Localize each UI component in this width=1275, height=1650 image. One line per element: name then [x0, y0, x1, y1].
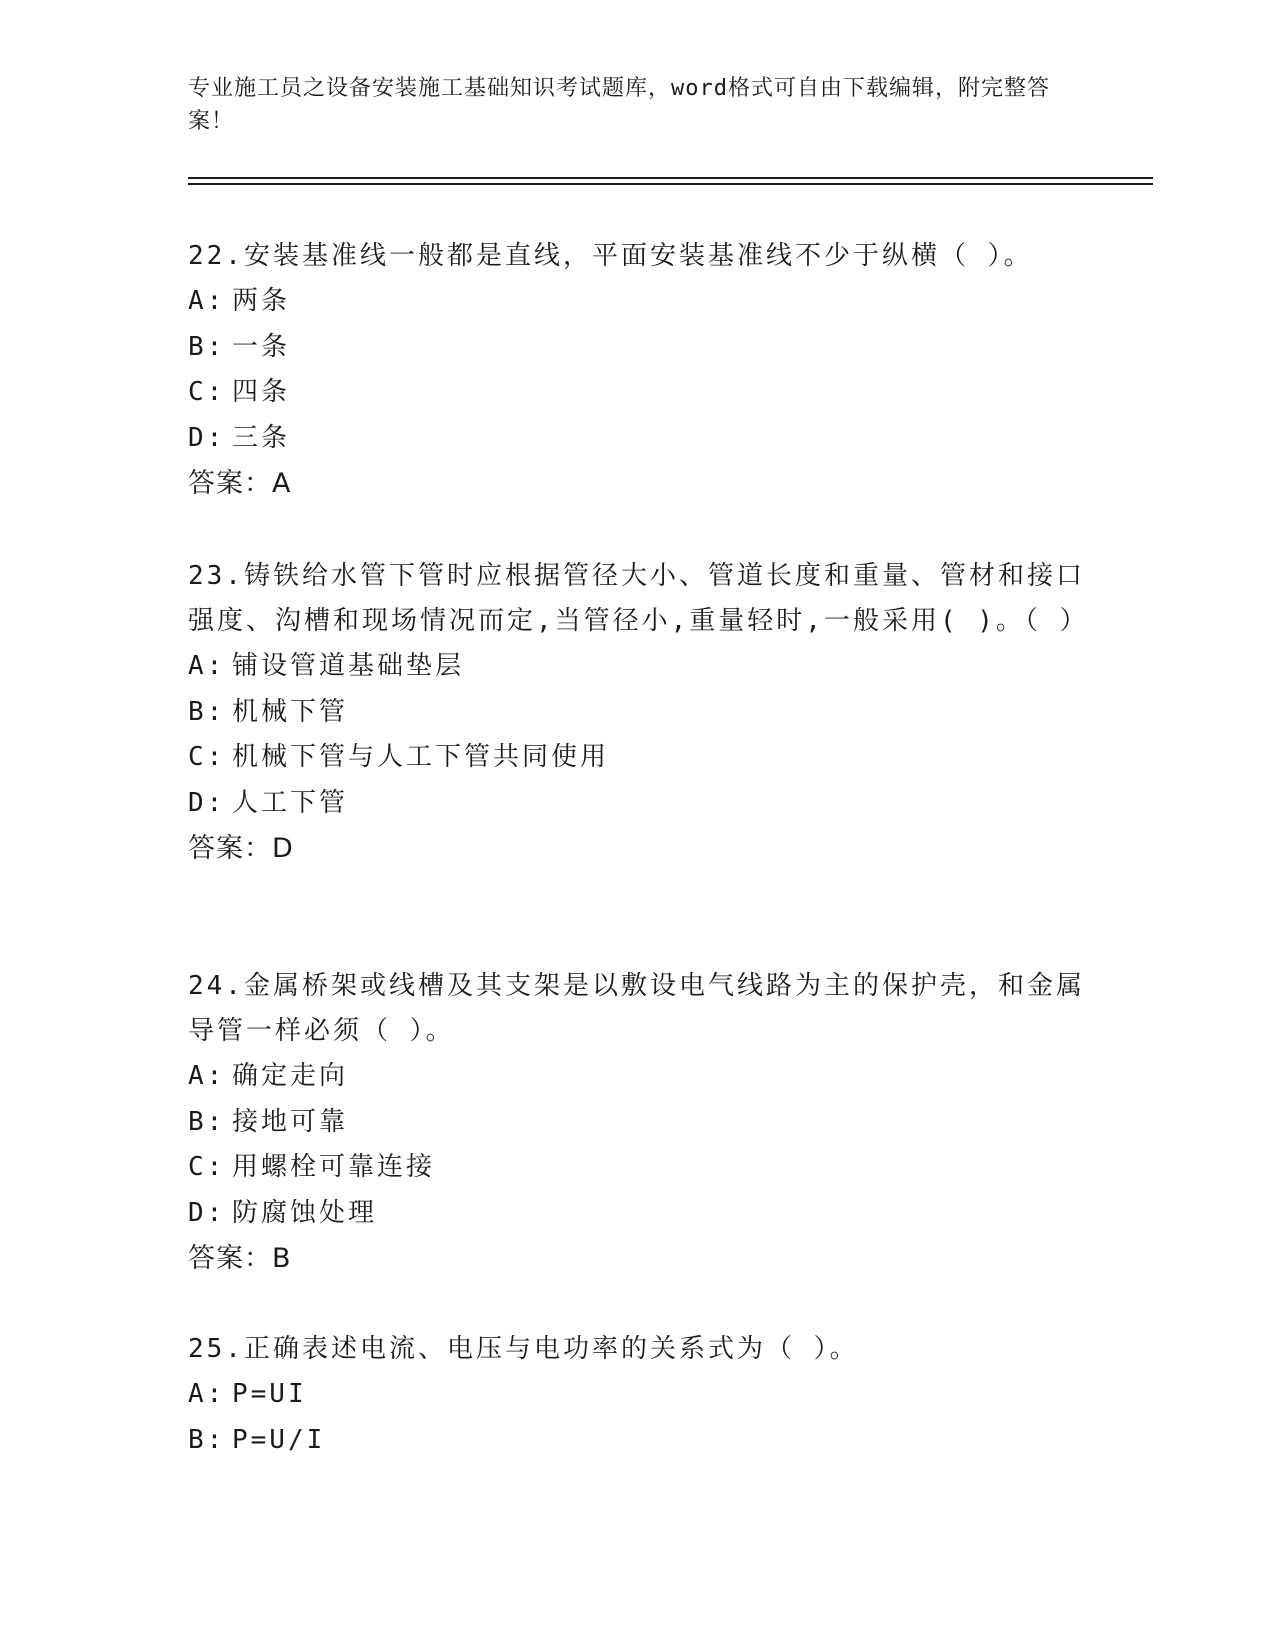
option-text: 确定走向 — [232, 1061, 349, 1091]
answer: 答案：D — [188, 833, 294, 864]
option-d — [188, 781, 1088, 827]
question-24 — [188, 964, 1088, 1282]
option-c — [188, 370, 1088, 416]
option-label: C: — [188, 377, 226, 407]
option-text: P=UI — [232, 1379, 307, 1409]
option-b — [188, 325, 1088, 371]
option-text: 铺设管道基础垫层 — [232, 651, 465, 681]
question-text: 22.安装基准线一般都是直线，平面安装基准线不少于纵横（ ）。 — [188, 241, 1033, 271]
option-text: 人工下管 — [232, 787, 349, 818]
option-a — [188, 644, 1088, 690]
option-text: 机械下管 — [232, 696, 349, 727]
option-text: P=U/I — [232, 1424, 326, 1455]
answer: 答案：B — [188, 1243, 292, 1274]
option-text: 防腐蚀处理 — [232, 1197, 378, 1228]
answer: 答案：A — [188, 468, 292, 499]
option-text: 一条 — [232, 331, 291, 362]
option-label: C: — [188, 742, 226, 772]
option-b — [188, 690, 1088, 736]
option-d — [188, 416, 1088, 462]
option-label: B: — [188, 1424, 226, 1455]
option-label: B: — [188, 1106, 226, 1137]
option-label: B: — [188, 331, 226, 362]
option-text: 用螺栓可靠连接 — [232, 1152, 436, 1182]
option-text: 三条 — [232, 422, 291, 453]
option-label: D: — [188, 787, 226, 818]
option-label: A: — [188, 1379, 226, 1409]
option-b — [188, 1100, 1088, 1146]
option-text: 两条 — [232, 286, 291, 316]
option-b — [188, 1418, 1088, 1464]
question-23 — [188, 554, 1088, 872]
question-text: 23.铸铁给水管下管时应根据管径大小、管道长度和重量、管材和接口强度、沟槽和现场情况而定,当管径小,重量轻时,一般采用( )。（ ） — [188, 561, 1089, 636]
option-c — [188, 1145, 1088, 1191]
option-text: 四条 — [232, 377, 291, 407]
option-a — [188, 279, 1088, 325]
option-label: A: — [188, 651, 226, 681]
option-a — [188, 1054, 1088, 1100]
question-25 — [188, 1327, 1088, 1463]
question-22 — [188, 234, 1088, 507]
question-text: 24.金属桥架或线槽及其支架是以敷设电气线路为主的保护壳，和金属导管一样必须（ ）。 — [188, 971, 1085, 1046]
option-d — [188, 1191, 1088, 1237]
option-label: D: — [188, 1197, 226, 1228]
document-intro: 专业施工员之设备安装施工基础知识考试题库，word格式可自由下载编辑，附完整答案！ — [188, 76, 1050, 134]
option-text: 接地可靠 — [232, 1106, 349, 1137]
option-label: B: — [188, 696, 226, 727]
option-text: 机械下管与人工下管共同使用 — [232, 742, 610, 772]
option-a — [188, 1372, 1088, 1418]
option-label: D: — [188, 422, 226, 453]
header-divider-bottom — [188, 183, 1153, 185]
option-label: A: — [188, 286, 226, 316]
option-c — [188, 735, 1088, 781]
header-divider-top — [188, 177, 1153, 179]
option-label: C: — [188, 1152, 226, 1182]
question-text: 25.正确表述电流、电压与电功率的关系式为（ ）。 — [188, 1334, 859, 1364]
option-label: A: — [188, 1061, 226, 1091]
